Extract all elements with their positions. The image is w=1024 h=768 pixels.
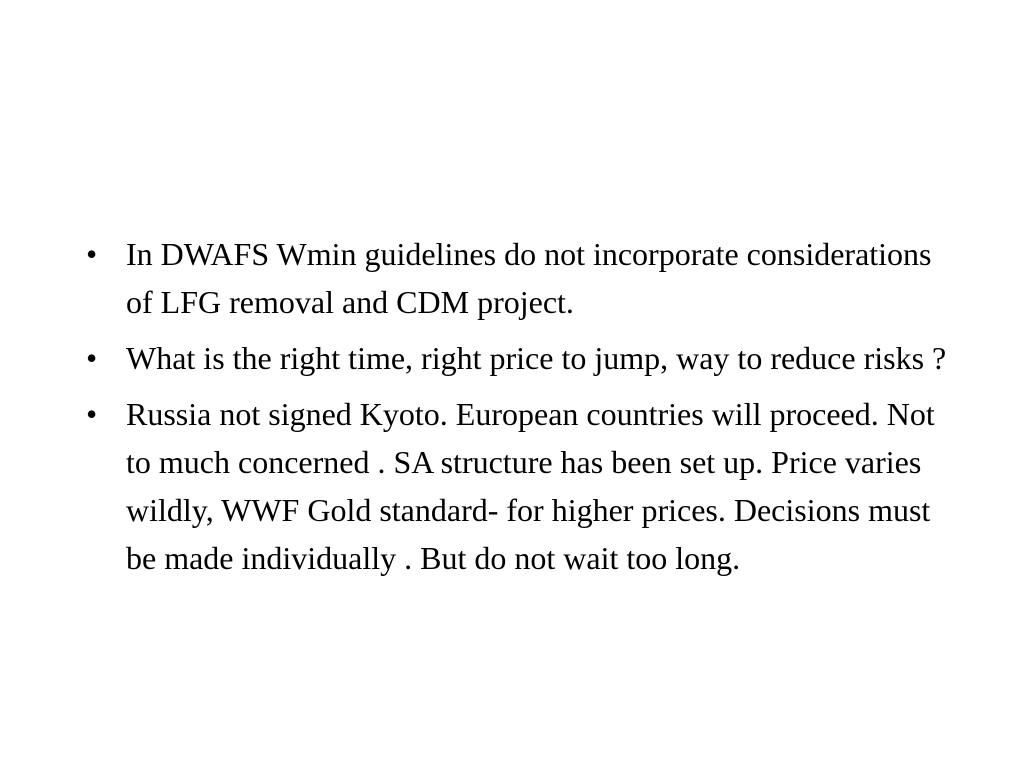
bullet-item-3 [86,390,956,582]
bullet-text-1: In DWAFS Wmin guidelines do not incorporate considerations of LFG removal and CDM project. [126,236,932,320]
bullet-text-2: What is the right time, right price to jump, way to reduce risks ? [126,340,947,376]
bullet-marker-icon: • [86,396,98,432]
bullet-marker-icon: • [86,340,98,376]
bullet-marker-icon: • [86,236,98,272]
bullet-list [86,230,956,590]
bullet-item-2 [86,334,956,382]
bullet-text-3: Russia not signed Kyoto. European countries will proceed. Not to much concerned . SA structure has been set up. Price varies wildly, WWF Gold standard- for higher prices. Decisions must be made individually . But do not wait too long. [126,396,935,576]
bullet-item-1 [86,230,956,326]
